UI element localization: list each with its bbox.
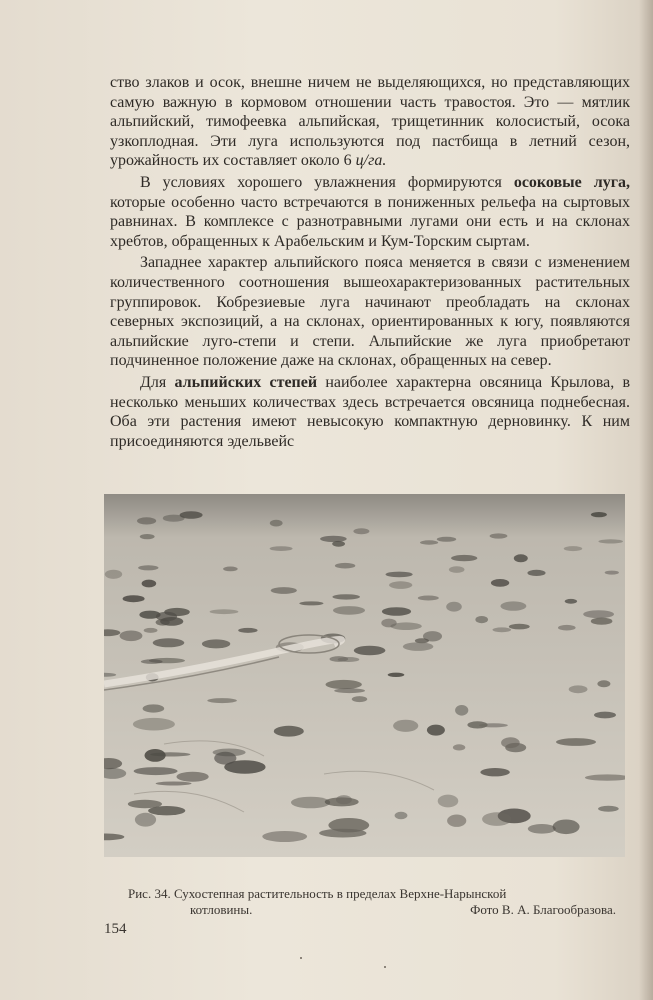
grass-clump [438,795,459,808]
grass-clump [591,512,607,517]
grass-clump [382,607,411,616]
grass-clump [591,618,613,625]
paragraph-4-term: альпийских степей [174,373,318,391]
paragraph-3 [110,253,630,371]
grass-clump [447,815,466,827]
grass-clump [353,528,369,534]
grass-clump [565,599,577,604]
grass-clump [123,595,145,602]
grass-clump [354,646,386,655]
grass-clump [238,628,257,633]
grass-clump [509,624,530,630]
grass-clump [120,631,143,642]
paragraph-4-text-a: Для [140,373,175,391]
grass-clump [202,639,230,648]
grass-clump [480,768,509,776]
grass-clump [213,749,246,757]
grass-clump [475,616,488,623]
grass-clump [142,580,157,588]
grass-clump [156,782,192,786]
paper-speck [384,966,386,968]
grass-clump [393,720,418,732]
grass-clump [141,659,163,664]
grass-clump [299,601,323,605]
grass-clump [352,696,367,702]
grass-clump [163,515,185,522]
grass-clump [145,749,166,762]
body-text [110,73,630,451]
grass-clump [333,606,365,615]
caption-photo-credit: Фото В. А. Благообразова. [470,902,616,917]
grass-clump [597,680,610,687]
grass-clump [482,812,511,826]
grass-clump [270,520,283,527]
grass-clump [395,812,408,819]
grass-clump [605,571,619,575]
grass-clump [423,631,442,641]
grass-clump [338,657,360,662]
grass-clump [451,555,477,561]
paragraph-2-term: осоковые луга, [513,173,630,191]
paper-speck [300,957,302,959]
grass-clump [271,587,297,594]
grass-clump [594,712,616,719]
grass-clump [320,536,347,542]
grass-clump [207,698,237,703]
grass-clump [336,795,352,804]
dry-steppe-photo [104,494,625,857]
figure-caption [128,886,616,918]
grass-clump [164,608,190,616]
grass-clump [135,813,156,827]
page-edge-shadow [639,0,653,1000]
grass-clump [133,718,175,731]
grass-clump [326,680,362,689]
paragraph-2-text-b: которые особенно часто встречаются в пониженных рельефа на сыртовых равнинах. В комплексе с разнотравными лугами они есть и на склонах хребтов, обращенных к Арабельским и Кум-Торским сыртам. [110,193,630,250]
grass-clump [140,534,155,539]
grass-clump [403,642,433,651]
paragraph-4 [110,373,630,451]
grass-clump [467,721,487,728]
grass-clump [137,517,156,524]
grass-clump [598,806,619,812]
caption-line-1: Рис. 34. Сухостепная растительность в пределах Верхне-Нарынской [128,886,507,901]
grass-clump [453,744,465,750]
grass-clump [528,824,556,834]
paragraph-3-text: Западнее характер альпийского пояса меняется в связи с изменением количественного соотношения вышеохарактеризованных растительных группировок. Кобрезиевые луга начинают преобладать на склонах северных экспозиций, а на склонах, ориентированных к югу, появляются альпийские луго-степи и степи. Альпийские же луга приобретают подчиненное положение даже на склонах, обращенных на север. [110,254,630,370]
grass-clump [427,725,445,736]
caption-location: котловины. [190,902,253,917]
grass-clump [334,688,365,693]
caption-line-2 [128,902,616,918]
grass-clump [553,820,580,835]
grass-clump [490,533,508,538]
paragraph-2 [110,173,630,251]
paragraph-4-text-b: наиболее характерна овсяница Крылова, в несколько меньших количествах здесь встречается овсяница поднебесная. Оба эти растения имеют невысокую компактную дерновинку. К ним присоединяются эдельвейс [110,373,630,450]
grass-clump [598,539,623,543]
page-number: 154 [104,921,127,937]
grass-clump [335,563,355,569]
grass-clump [143,704,165,712]
photo-ground [104,494,625,857]
grass-clump [144,628,158,633]
grass-clump [558,625,576,631]
grass-clump [501,737,520,748]
grass-clump [389,581,412,589]
paragraph-1 [110,73,630,171]
grass-clump [583,610,614,618]
grass-clump [418,596,439,601]
grass-clump [105,570,122,579]
grass-clump [446,602,462,612]
grass-clump [177,772,209,782]
photo-illustration [104,494,625,857]
grass-clump [527,570,545,576]
grass-clump [501,601,527,610]
paragraph-1-text: ство злаков и осок, внешне ничем не выделяющихся, но представляющих самую важную в кормовом отношении часть травостоя. Это — мятлик альпийский, тимофеевка альпийская, трищетинник колосистый, осока узкоплодная. Эти луга используются под пастбища в летний сезон, урожайность их составляет около 6 [110,74,630,170]
grass-clump [386,572,413,578]
grass-clump [493,627,512,632]
grass-clump [564,546,582,551]
grass-clump [420,540,438,544]
grass-clump [556,738,596,746]
grass-clump [449,566,465,573]
grass-clump [328,818,369,832]
grass-clump [134,767,178,775]
grass-clump [210,609,239,614]
grass-clump [437,537,456,542]
grass-clump [148,806,185,815]
grass-clump [138,565,158,570]
grass-clump [262,831,307,842]
grass-clump [291,797,330,809]
grass-clump [332,594,360,599]
grass-clump [569,685,588,693]
grass-clump [153,638,185,647]
grass-clump [455,705,468,716]
paragraph-2-text-a: В условиях хорошего увлажнения формируются [140,173,514,191]
grass-clump [514,554,528,562]
grass-clump [390,622,421,630]
paragraph-1-unit: ц/га. [355,152,387,170]
grass-clump [388,673,405,677]
grass-clump [491,579,509,587]
grass-clump [223,567,238,572]
grass-clump [270,546,293,551]
grass-clump [274,726,304,737]
